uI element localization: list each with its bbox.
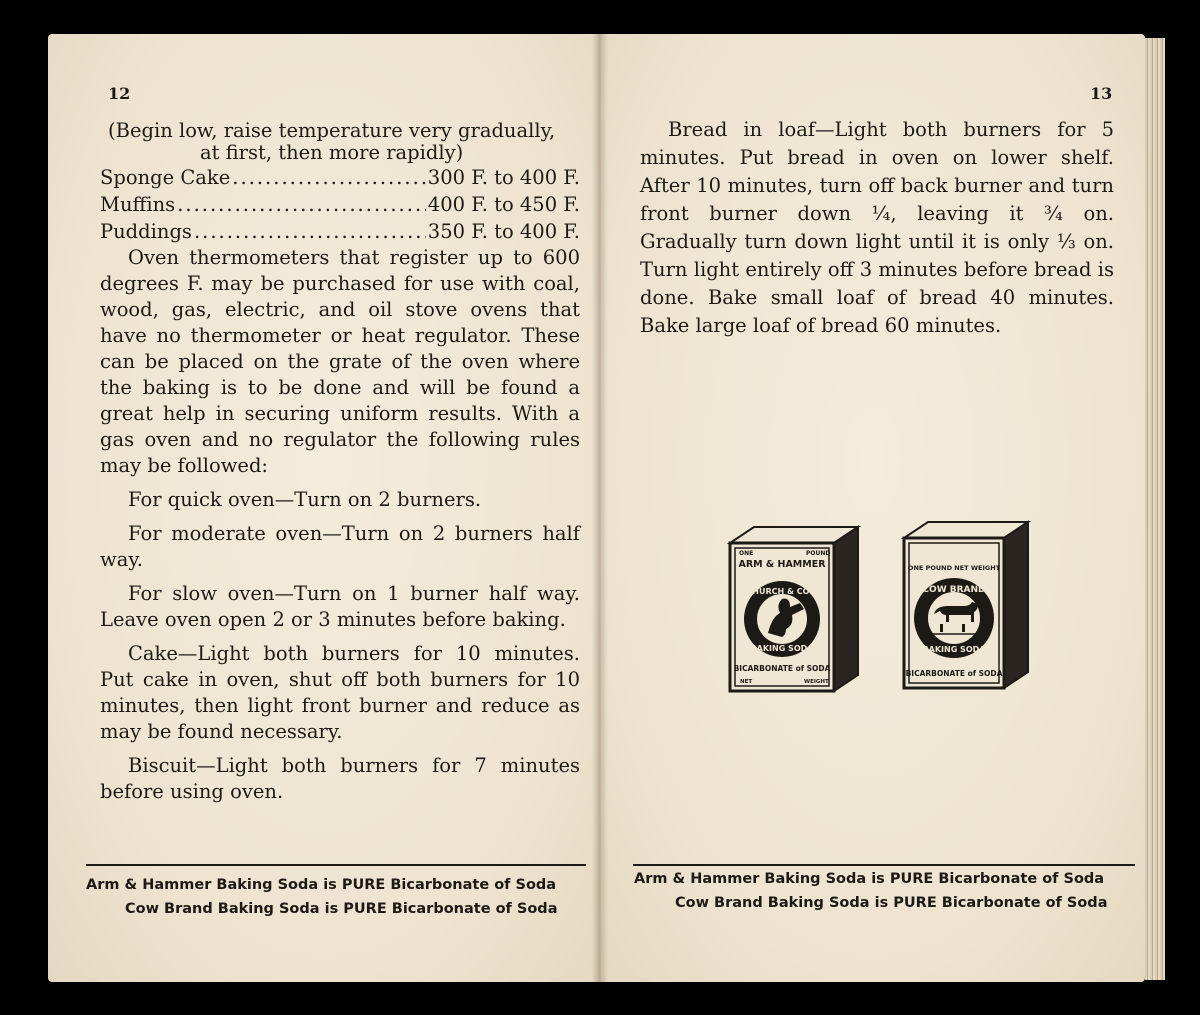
cb-weight-text: ONE POUND NET WEIGHT [907, 564, 1001, 572]
left-page-number: 12 [108, 84, 131, 103]
oven-table-item: Sponge Cake [100, 166, 231, 189]
footer-divider [633, 864, 1135, 866]
cb-contents-text: BICARBONATE of SODA [905, 669, 1003, 678]
oven-table-item: Muffins [100, 193, 176, 216]
ah-maker-text: CHURCH & CO'S [746, 587, 818, 596]
ah-product-text: BAKING SODA [750, 644, 814, 653]
temperature-note-line-1: (Begin low, raise temperature very gradually, [108, 119, 556, 142]
bread-paragraph: Bread in loaf—Light both burners for 5 minutes. Put bread in oven on lower shelf. After 10 minutes, turn off back burner and turn front burner down ¼, leaving it ¾ on. Gradually turn down light until it is only ⅓ on. Turn light entirely off 3 minutes before bread is done. Bake small loaf of bread 40 minutes. Bake large loaf of bread 60 minutes. [640, 118, 1114, 337]
oven-table-range: 350 F. to 400 F. [427, 220, 580, 243]
cb-product-text: BAKING SODA [922, 645, 986, 654]
ah-pound-text: POUND [806, 550, 831, 557]
oven-table-item: Puddings [100, 220, 192, 243]
footer-arm-hammer: Arm & Hammer Baking Soda is PURE Bicarbonate of Soda [634, 871, 1105, 887]
table-row [100, 218, 580, 245]
right-page-body [640, 116, 1114, 340]
arm-hammer-box-illustration [726, 523, 862, 693]
dot-leader [232, 164, 426, 191]
footer-cow-brand: Cow Brand Baking Soda is PURE Bicarbonate of Soda [125, 901, 558, 917]
moderate-oven-rule: For moderate oven—Turn on 2 burners half way. [100, 522, 580, 571]
thermometer-paragraph: Oven thermometers that register up to 600 degrees F. may be purchased for use with coal, wood, gas, electric, and oil stove ovens that have no thermometer or heat regulator. These can be placed on the grate of the oven where the baking is to be done and will be found a great help in securing uniform results. With a gas oven and no regulator the following rules may be followed: [100, 246, 580, 477]
ah-brand-text: ARM & HAMMER [738, 559, 826, 570]
footer-cow-brand: Cow Brand Baking Soda is PURE Bicarbonate of Soda [675, 895, 1108, 911]
table-row [100, 164, 580, 191]
right-page-number: 13 [1090, 84, 1113, 103]
footer-arm-hammer: Arm & Hammer Baking Soda is PURE Bicarbonate of Soda [86, 877, 557, 893]
biscuit-rule: Biscuit—Light both burners for 7 minutes before using oven. [100, 754, 580, 803]
dot-leader [177, 191, 426, 218]
table-row [100, 191, 580, 218]
ah-contents-text: BICARBONATE of SODA [733, 664, 831, 673]
ah-weight-text: WEIGHT [804, 679, 829, 685]
page-edges [1145, 38, 1165, 980]
left-page-body [100, 120, 580, 805]
oven-table-range: 400 F. to 450 F. [427, 193, 580, 216]
oven-table-range: 300 F. to 400 F. [427, 166, 580, 189]
book-gutter [592, 34, 608, 982]
dot-leader [194, 218, 426, 245]
temperature-note-line-2: at first, then more rapidly) [200, 141, 464, 164]
ah-net-text: NET [740, 679, 753, 685]
cake-rule: Cake—Light both burners for 10 minutes. Put cake in oven, shut off both burners for 10 minutes, then light front burner and reduce as may be found necessary. [100, 642, 580, 743]
ah-one-text: ONE [739, 550, 754, 557]
footer-divider [86, 864, 586, 866]
slow-oven-rule: For slow oven—Turn on 1 burner half way. Leave oven open 2 or 3 minutes before baking. [100, 582, 580, 631]
quick-oven-rule: For quick oven—Turn on 2 burners. [128, 488, 482, 511]
cow-brand-box-illustration [900, 518, 1032, 690]
cb-brand-text: COW BRAND [922, 585, 986, 595]
